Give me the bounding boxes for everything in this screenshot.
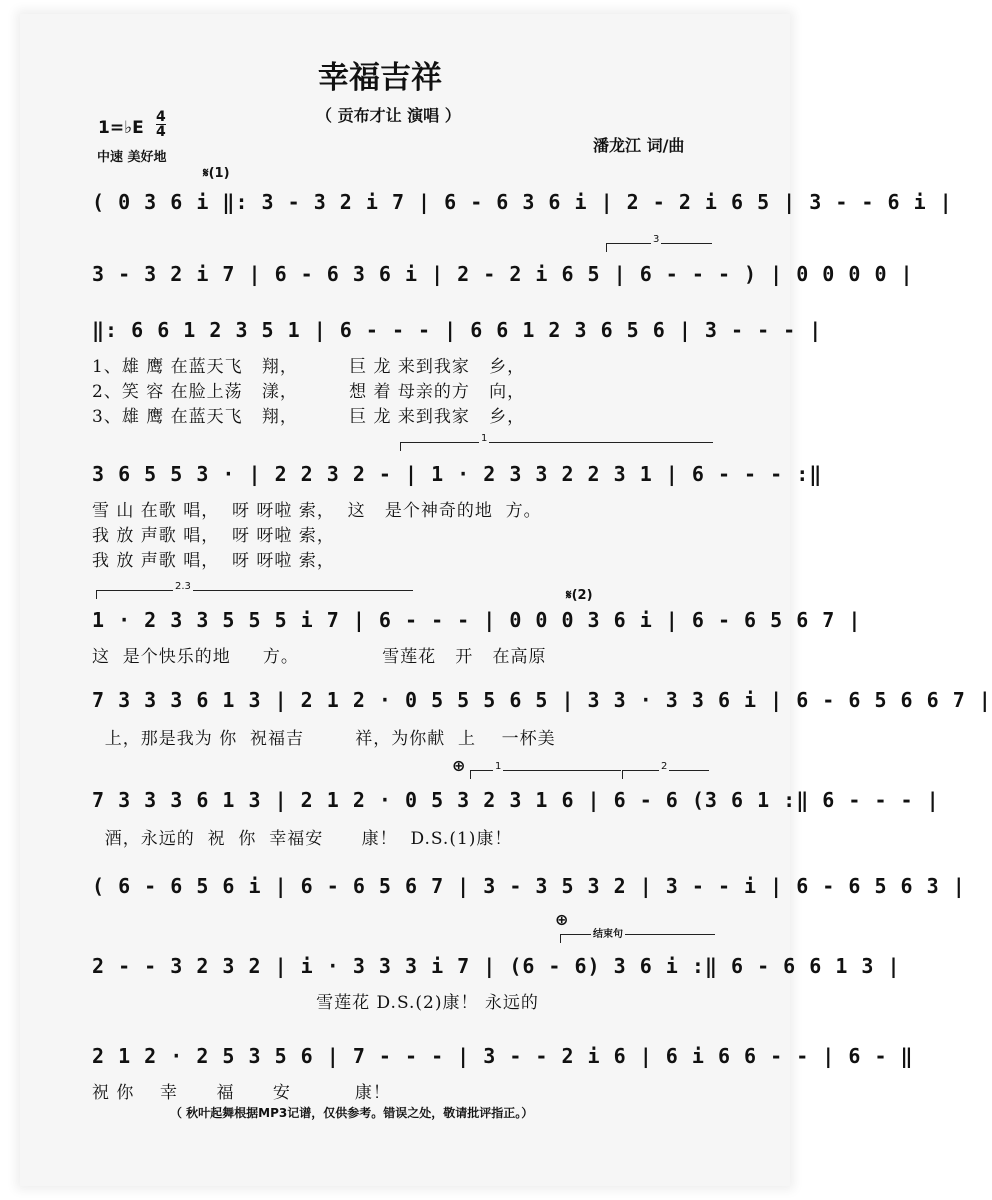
lyric-line-5: 这 是个快乐的地 方。 雪莲花 开 在高原 [92,647,547,667]
lyric-verse-3-a: 3、雄 鹰 在蓝天飞 翔， 巨 龙 来到我家 乡， [92,407,526,427]
ending-phrase-label: 结束句 [591,925,625,940]
volta-1-bracket-b [470,761,621,779]
composer-credit: 潘龙江 词/曲 [593,136,685,155]
coda-icon-2: ⊕ [555,910,569,929]
segno-1-mark: 𝄋(1) [203,166,230,181]
volta-1-bracket [400,433,713,451]
notation-row-1: ( 0 3 6 i ‖: 3 - 3 2 i 7 | 6 - 6 3 6 i | 2 - 2 i 6 5 | 3 - - 6 i | [92,190,953,214]
time-numerator: 4 [156,109,166,125]
notation-row-6: 7 3 3 3 6 1 3 | 2 1 2 · 0 5 5 5 6 5 | 3 3 · 3 3 6 i | 6 - 6 5 6 6 7 | [92,688,992,712]
volta-2-3-number: 2.3 [175,581,191,592]
notation-row-4: 3 6 5 5 3 · | 2 2 3 2 - | 1 · 2 3 3 2 2 3 1 | 6 - - - :‖ [92,462,823,486]
lyric-verse-1-b: 雪 山 在歌 唱， 呀 呀啦 索， 这 是个神奇的地 方。 [92,501,542,521]
lyric-line-7: 酒，永远的 祝 你 幸福安 康！ D.S.(1)康！ [92,829,513,849]
lyric-verse-3-b: 我 放 声歌 唱， 呀 呀啦 索， [92,551,335,571]
notation-row-3: ‖: 6 6 1 2 3 5 1 | 6 - - - | 6 6 1 2 3 6 5 6 | 3 - - - | [92,318,823,342]
key-signature: 1=♭E [98,118,144,138]
volta-1-number: 1 [481,433,488,444]
lyric-line-10: 祝 你 幸 福 安 康！ [92,1083,391,1103]
coda-icon: ⊕ [452,756,466,775]
song-title: 幸福吉祥 [318,60,442,96]
triplet-bracket [606,234,712,252]
lyric-verse-2-b: 我 放 声歌 唱， 呀 呀啦 索， [92,526,335,546]
volta-2-number: 2 [661,761,668,772]
lyric-line-6: 上，那是我为 你 祝福吉 祥，为你献 上 一杯美 [92,729,556,749]
time-denominator: 4 [156,124,166,140]
segno-2-mark: 𝄋(2) [566,588,593,603]
notation-row-2: 3 - 3 2 i 7 | 6 - 6 3 6 i | 2 - 2 i 6 5 | 6 - - - ) | 0 0 0 0 | [92,262,914,286]
volta-1b-number: 1 [495,761,502,772]
triplet-number: 3 [653,234,660,245]
notation-row-7: 7 3 3 3 6 1 3 | 2 1 2 · 0 5 3 2 3 1 6 | 6 - 6 (3 6 1 :‖ 6 - - - | [92,788,940,812]
performer-credit: （ 贡布才让 演唱 ） [316,106,461,125]
lyric-line-9: 雪莲花 D.S.(2)康！ 永远的 [92,993,539,1013]
volta-2-bracket [622,761,709,779]
notation-row-9: 2 - - 3 2 3 2 | i · 3 3 3 i 7 | (6 - 6) 3 6 i :‖ 6 - 6 6 1 3 | [92,954,901,978]
lyric-verse-2-a: 2、笑 容 在脸上荡 漾， 想 着 母亲的方 向， [92,382,526,402]
notation-row-5: 1 · 2 3 3 5 5 5 i 7 | 6 - - - | 0 0 0 3 6 i | 6 - 6 5 6 7 | [92,608,862,632]
lyric-verse-1-a: 1、雄 鹰 在蓝天飞 翔， 巨 龙 来到我家 乡， [92,357,526,377]
time-signature [156,110,166,139]
tempo-marking: 中速 美好地 [97,150,167,165]
notation-row-8: ( 6 - 6 5 6 i | 6 - 6 5 6 7 | 3 - 3 5 3 2 | 3 - - i | 6 - 6 5 6 3 | [92,874,966,898]
transcription-note: （ 秋叶起舞根据MP3记谱，仅供参考。错误之处，敬请批评指正。） [170,1106,534,1120]
volta-2-3-bracket [96,581,413,599]
ending-phrase-bracket [560,929,715,943]
notation-row-10: 2 1 2 · 2 5 3 5 6 | 7 - - - | 3 - - 2 i 6 | 6 i 6 6 - - | 6 - ‖ [92,1044,914,1068]
